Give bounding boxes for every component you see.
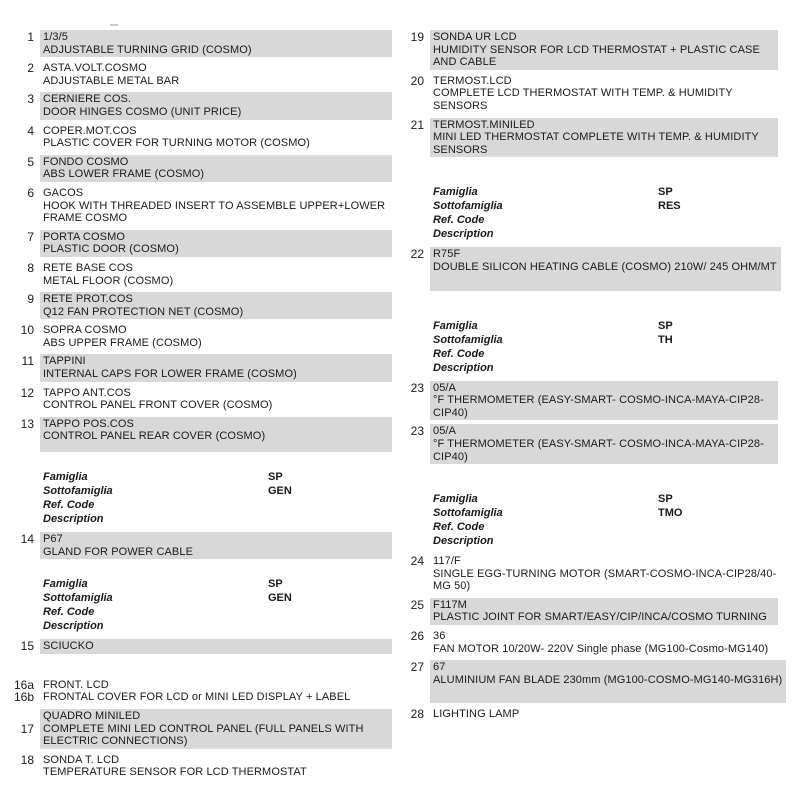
item-block [430, 554, 780, 594]
item-description-line: ALUMINIUM FAN BLADE 230mm (MG100-COSMO-MG140-MG316H) [433, 673, 783, 686]
item-row [400, 381, 778, 421]
item-block [40, 532, 392, 559]
item-code: TERMOST.LCD [433, 74, 512, 87]
item-block [430, 707, 778, 722]
famiglia-value: RES [658, 200, 681, 213]
item-code: R75F [433, 248, 461, 261]
item-block [40, 124, 392, 151]
item-block [430, 424, 778, 464]
item-block [40, 261, 392, 288]
item-number: 8 [27, 260, 34, 275]
item-number: 15 [20, 639, 34, 654]
item-row [0, 753, 392, 780]
item-number-column [400, 598, 430, 612]
item-number-column [0, 261, 40, 275]
item-code: TAPPO POS.COS [43, 417, 134, 430]
item-text: SCIUCKO [43, 640, 94, 653]
item-block [430, 118, 778, 158]
famiglia-label: Famiglia [433, 186, 478, 199]
famiglia-row [43, 498, 392, 512]
item-block [40, 30, 392, 57]
famiglia-row [43, 619, 392, 633]
item-number: 6 [27, 185, 34, 200]
item-code: FRONT. LCD [43, 678, 109, 691]
item-block [40, 186, 392, 226]
famiglia-row [433, 520, 778, 534]
item-block [430, 598, 778, 625]
item-number-column [0, 61, 40, 75]
item-description-line: SENSORS [433, 143, 488, 156]
item-number-column [400, 30, 430, 44]
famiglia-value: SP [268, 578, 283, 591]
item-block [40, 155, 392, 182]
item-number: 18 [20, 752, 34, 767]
item-description-line: SENSORS [433, 99, 488, 112]
item-row [0, 186, 392, 226]
item-description-line: ADJUSTABLE TURNING GRID (COSMO) [43, 43, 252, 56]
item-row [0, 354, 392, 381]
item-code: P67 [43, 533, 63, 546]
item-row [400, 247, 778, 290]
item-number-column [0, 230, 40, 244]
famiglia-block [43, 470, 392, 526]
famiglia-block [433, 319, 778, 375]
item-description-line: PLASTIC COVER FOR TURNING MOTOR (COSMO) [43, 137, 310, 150]
item-description-line: GLAND FOR POWER CABLE [43, 545, 194, 558]
item-description-line: COMPLETE MINI LED CONTROL PANEL (FULL PANELS WITH [43, 722, 364, 735]
item-block [430, 381, 778, 421]
item-number: 20 [410, 73, 424, 88]
item-row [400, 707, 778, 722]
famiglia-row [43, 591, 392, 605]
item-code: 1/3/5 [43, 31, 68, 43]
item-code: ASTA.VOLT.COSMO [43, 62, 147, 75]
item-code: RETE PROT.COS [43, 293, 133, 306]
item-row [0, 124, 392, 151]
item-description-line: ABS LOWER FRAME (COSMO) [43, 168, 205, 181]
item-number-column [400, 381, 430, 395]
item-description-line: FRONTAL COVER FOR LCD or MINI LED DISPLAY + LABEL [43, 691, 351, 704]
item-number: 27 [410, 660, 424, 675]
item-number-column [0, 639, 40, 653]
item-row [0, 61, 392, 88]
item-number-column [400, 660, 430, 674]
item-code: 117/F [433, 555, 461, 568]
item-code: TERMOST.MINILED [433, 118, 535, 131]
famiglia-row [43, 605, 392, 619]
famiglia-row [43, 470, 392, 484]
item-row [0, 30, 392, 57]
famiglia-row [433, 213, 778, 227]
item-description-line: DOOR HINGES COSMO (UNIT PRICE) [43, 105, 242, 118]
item-row [0, 417, 392, 452]
item-description-line: INTERNAL CAPS FOR LOWER FRAME (COSMO) [43, 368, 297, 381]
item-block [430, 74, 778, 114]
item-row [400, 629, 778, 656]
item-description-line: CONTROL PANEL REAR COVER (COSMO) [43, 430, 266, 443]
item-number: 9 [27, 292, 34, 307]
item-number: 24 [410, 554, 424, 569]
item-block [40, 61, 392, 88]
item-number: 25 [410, 597, 424, 612]
item-code: GACOS [43, 186, 84, 199]
item-row [0, 678, 392, 705]
famiglia-block [433, 185, 778, 241]
item-row [0, 261, 392, 288]
famiglia-row [433, 361, 778, 375]
famiglia-value: SP [658, 186, 673, 199]
item-number-column [400, 629, 430, 643]
famiglia-label: Ref. Code [43, 499, 95, 512]
item-description-line: HUMIDITY SENSOR FOR LCD THERMOSTAT + PLASTIC CASE [433, 43, 760, 56]
item-number-column [0, 709, 40, 735]
item-number: 10 [20, 323, 34, 338]
item-text: LIGHTING LAMP [433, 708, 520, 721]
item-code: COPER.MOT.COS [43, 124, 137, 137]
item-number-column [400, 424, 430, 438]
famiglia-label: Description [433, 535, 494, 548]
famiglia-block [43, 577, 392, 633]
item-code: QUADRO MINILED [43, 710, 141, 722]
item-row [400, 424, 778, 464]
item-number-column [0, 417, 40, 431]
famiglia-row [433, 227, 778, 241]
item-row [400, 660, 783, 703]
column-spacer [400, 161, 778, 171]
famiglia-label: Famiglia [43, 578, 88, 591]
item-block [40, 753, 392, 780]
column-spacer [400, 468, 778, 478]
famiglia-block [433, 492, 778, 548]
famiglia-label: Sottofamiglia [43, 485, 113, 498]
famiglia-value: TMO [658, 507, 683, 520]
item-row [400, 30, 778, 70]
item-number-column [0, 30, 40, 44]
item-description-line: CIP40) [433, 406, 468, 419]
famiglia-value: GEN [268, 592, 292, 605]
item-number: 16b [13, 690, 34, 705]
item-number-column [400, 554, 430, 568]
item-block [40, 386, 392, 413]
item-number: 14 [20, 532, 34, 547]
famiglia-value: SP [658, 319, 673, 332]
item-description-line: PLASTIC JOINT FOR SMART/EASY/CIP/INCA/COSMO TURNING [433, 611, 767, 624]
item-code: 05/A [433, 381, 457, 394]
item-number-column [400, 118, 430, 132]
famiglia-row [433, 534, 778, 548]
item-number-column [0, 155, 40, 169]
item-number: 12 [20, 385, 34, 400]
item-code: TAPPO ANT.COS [43, 386, 131, 399]
famiglia-label: Sottofamiglia [43, 592, 113, 605]
item-code: CERNIERE COS. [43, 93, 132, 106]
famiglia-row [433, 333, 778, 347]
famiglia-value: TH [658, 333, 673, 346]
item-row [0, 639, 392, 654]
famiglia-row [433, 492, 778, 506]
item-row [0, 323, 392, 350]
famiglia-row [433, 199, 778, 213]
item-row [400, 74, 778, 114]
item-number: 23 [410, 380, 424, 395]
item-description-line: ADJUSTABLE METAL BAR [43, 74, 180, 87]
famiglia-label: Description [433, 361, 494, 374]
item-number-column [0, 354, 40, 368]
item-number-column [0, 92, 40, 106]
item-number-column [0, 124, 40, 138]
item-number-column [0, 678, 40, 704]
item-description-line: ABS UPPER FRAME (COSMO) [43, 336, 202, 349]
item-description-line: FRAME COSMO [43, 212, 128, 225]
item-number-column [0, 292, 40, 306]
item-number: 21 [410, 117, 424, 132]
item-block [40, 354, 392, 381]
item-row [400, 598, 778, 625]
item-row [400, 118, 778, 158]
item-number: 4 [27, 123, 34, 138]
famiglia-label: Description [43, 620, 104, 633]
famiglia-row [43, 577, 392, 591]
item-code: F117M [433, 598, 467, 611]
famiglia-label: Description [433, 228, 494, 241]
famiglia-value: GEN [268, 485, 292, 498]
item-code: 36 [433, 630, 446, 643]
item-number: 5 [27, 154, 34, 169]
parts-column-left [0, 0, 392, 784]
item-code: FONDO COSMO [43, 155, 129, 168]
famiglia-label: Description [43, 513, 104, 526]
famiglia-label: Sottofamiglia [433, 200, 503, 213]
item-description-line: AND CABLE [433, 56, 497, 69]
famiglia-row [433, 347, 778, 361]
item-number: 7 [27, 229, 34, 244]
parts-column-right [400, 0, 783, 726]
item-description-line: Q12 FAN PROTECTION NET (COSMO) [43, 305, 244, 318]
item-block [40, 678, 392, 705]
item-description-line: MG 50) [433, 580, 471, 593]
famiglia-label: Ref. Code [433, 214, 485, 227]
item-row [0, 155, 392, 182]
famiglia-row [433, 185, 778, 199]
item-code: SOPRA COSMO [43, 324, 127, 337]
item-number: 22 [410, 247, 424, 262]
item-code: TAPPINI [43, 355, 86, 368]
item-number: 26 [410, 629, 424, 644]
item-block [430, 247, 781, 290]
item-description-line: DOUBLE SILICON HEATING CABLE (COSMO) 210W/ 245 OHM/MT [433, 260, 777, 273]
item-code: SONDA T. LCD [43, 753, 120, 766]
column-spacer [400, 295, 778, 305]
item-description-line: °F THERMOMETER (EASY-SMART- COSMO-INCA-MAYA-CIP28- [433, 437, 764, 450]
item-number: 13 [20, 416, 34, 431]
item-block [40, 709, 392, 749]
item-code: 67 [433, 661, 446, 674]
item-row [0, 92, 392, 119]
item-description-line: PLASTIC DOOR (COSMO) [43, 243, 179, 256]
item-number: 28 [410, 707, 424, 722]
famiglia-label: Sottofamiglia [433, 333, 503, 346]
famiglia-label: Ref. Code [433, 521, 485, 534]
famiglia-row [433, 506, 778, 520]
item-block [430, 30, 778, 70]
item-number-column [0, 753, 40, 767]
item-block [430, 660, 786, 703]
famiglia-label: Ref. Code [433, 347, 485, 360]
famiglia-label: Famiglia [433, 493, 478, 506]
item-row [0, 709, 392, 749]
famiglia-label: Famiglia [433, 319, 478, 332]
item-number-column [400, 247, 430, 261]
column-spacer [0, 658, 392, 678]
item-block [430, 629, 778, 656]
item-number: 3 [27, 92, 34, 107]
famiglia-value: SP [268, 471, 283, 484]
famiglia-row [43, 484, 392, 498]
item-block [40, 92, 392, 119]
item-description-line: HOOK WITH THREADED INSERT TO ASSEMBLE UPPER+LOWER [43, 199, 386, 212]
item-row [0, 386, 392, 413]
item-number: 16a [13, 677, 34, 692]
item-block [40, 323, 392, 350]
item-code: PORTA COSMO [43, 230, 125, 243]
item-number: 17 [20, 721, 34, 736]
item-row [0, 230, 392, 257]
item-description-line: METAL FLOOR (COSMO) [43, 274, 174, 287]
item-row [0, 292, 392, 319]
item-block [40, 639, 392, 654]
famiglia-label: Sottofamiglia [433, 507, 503, 520]
item-number: 23 [410, 424, 424, 439]
item-code: 05/A [433, 425, 457, 438]
item-number: 11 [21, 354, 34, 369]
item-code: RETE BASE COS [43, 261, 133, 274]
item-number-column [0, 532, 40, 546]
item-description-line: SINGLE EGG-TURNING MOTOR (SMART-COSMO-INCA-CIP28/40- [433, 567, 777, 580]
item-description-line: °F THERMOMETER (EASY-SMART- COSMO-INCA-MAYA-CIP28- [433, 394, 764, 407]
item-number-column [0, 186, 40, 200]
item-description-line: COMPLETE LCD THERMOSTAT WITH TEMP. & HUMIDITY [433, 87, 733, 100]
famiglia-row [43, 512, 392, 526]
famiglia-label: Ref. Code [43, 606, 95, 619]
item-description-line: FAN MOTOR 10/20W- 220V Single phase (MG100-Cosmo-MG140) [433, 642, 769, 655]
item-description-line: MINI LED THERMOSTAT COMPLETE WITH TEMP. & HUMIDITY [433, 131, 759, 144]
famiglia-label: Famiglia [43, 471, 88, 484]
item-number: 19 [410, 30, 424, 44]
item-code: SONDA UR LCD [433, 31, 517, 43]
item-block [40, 417, 392, 452]
famiglia-row [433, 319, 778, 333]
famiglia-value: SP [658, 493, 673, 506]
item-number-column [0, 323, 40, 337]
item-number: 1 [27, 30, 34, 44]
item-number: 2 [27, 61, 34, 76]
item-number-column [0, 386, 40, 400]
item-block [40, 292, 392, 319]
item-number-column [400, 74, 430, 88]
item-description-line: CONTROL PANEL FRONT COVER (COSMO) [43, 399, 273, 412]
item-description-line: CIP40) [433, 450, 468, 463]
item-block [40, 230, 392, 257]
item-number-column [400, 707, 430, 721]
item-description-line: ELECTRIC CONNECTIONS) [43, 735, 188, 748]
item-row [400, 554, 778, 594]
item-row [0, 532, 392, 559]
item-description-line: TEMPERATURE SENSOR FOR LCD THERMOSTAT [43, 766, 307, 779]
